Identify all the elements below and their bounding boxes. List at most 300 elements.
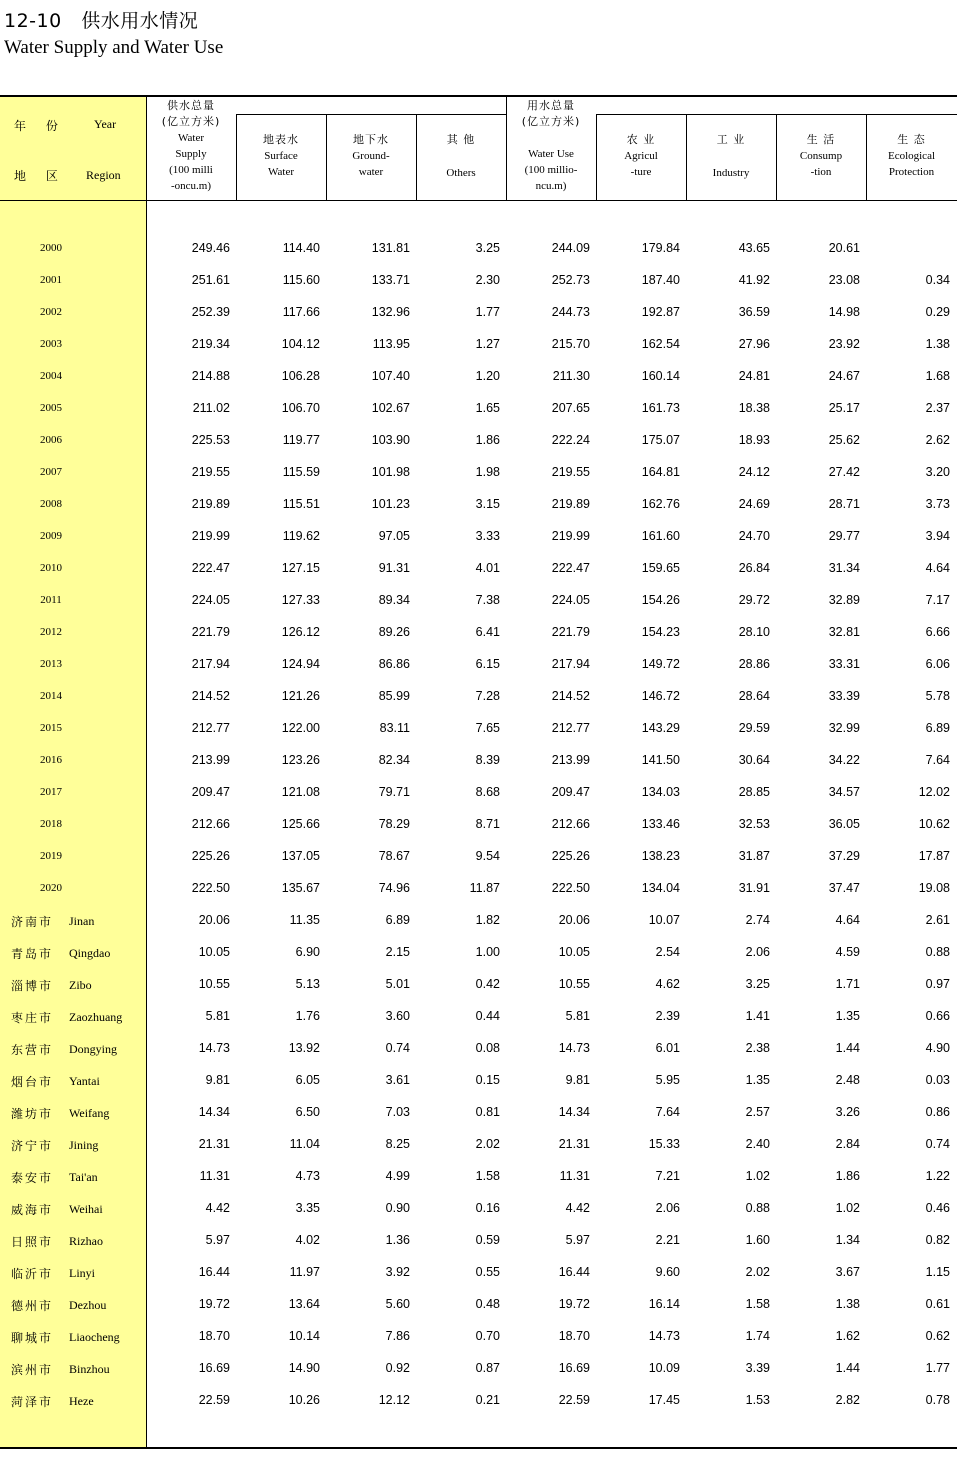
- table-cell: 37.47: [828, 881, 860, 895]
- row-year: 2016: [40, 754, 62, 766]
- region-row: [0, 1129, 957, 1161]
- table-cell: 222.47: [551, 561, 590, 575]
- table-cell: 21.31: [198, 1137, 230, 1151]
- header-consumption: 生 活 Consump -tion: [799, 133, 843, 178]
- row-region-cn: 枣庄市: [11, 1011, 54, 1025]
- table-cell: 28.64: [738, 689, 770, 703]
- row-region-cn: 德州市: [11, 1299, 54, 1313]
- table-cell: 121.08: [281, 785, 320, 799]
- year-row: [0, 425, 957, 457]
- table-cell: 159.65: [641, 561, 680, 575]
- region-row: [0, 905, 957, 937]
- table-cell: 5.97: [205, 1233, 230, 1247]
- table-cell: 83.11: [379, 721, 410, 735]
- table-cell: 1.58: [745, 1297, 770, 1311]
- year-row: [0, 393, 957, 425]
- row-year: 2019: [40, 850, 62, 862]
- header-water-use: 用水总量 (亿立方米) Water Use (100 millio- ncu.m): [521, 99, 581, 192]
- table-cell: 119.62: [282, 529, 320, 543]
- table-cell: 15.33: [648, 1137, 680, 1151]
- table-cell: 1.38: [925, 337, 950, 351]
- row-region-cn: 泰安市: [11, 1171, 54, 1185]
- table-cell: 131.81: [371, 241, 410, 255]
- row-region-en: Heze: [69, 1394, 94, 1408]
- table-cell: 1.71: [835, 977, 860, 991]
- table-cell: 6.66: [925, 625, 950, 639]
- row-region-cn: 聊城市: [11, 1331, 54, 1345]
- table-cell: 11.04: [289, 1137, 320, 1151]
- table-cell: 43.65: [738, 241, 770, 255]
- year-row: [0, 521, 957, 553]
- table-cell: 4.42: [565, 1201, 590, 1215]
- table-cell: 17.45: [648, 1393, 680, 1407]
- table-cell: 252.39: [191, 305, 230, 319]
- table-cell: 0.70: [475, 1329, 500, 1343]
- table-cell: 86.86: [378, 657, 410, 671]
- table-cell: 5.60: [385, 1297, 410, 1311]
- table-cell: 10.14: [288, 1329, 320, 1343]
- table-cell: 1.36: [385, 1233, 410, 1247]
- region-row: [0, 1033, 957, 1065]
- row-region-cn: 淄博市: [11, 979, 54, 993]
- table-cell: 18.38: [738, 401, 770, 415]
- table-cell: 3.39: [745, 1361, 770, 1375]
- table-cell: 119.77: [282, 433, 320, 447]
- table-cell: 28.10: [738, 625, 770, 639]
- table-cell: 209.47: [551, 785, 590, 799]
- table-cell: 1.41: [745, 1009, 770, 1023]
- table-cell: 3.25: [745, 977, 770, 991]
- row-region-cn: 菏泽市: [11, 1395, 54, 1409]
- region-row: [0, 1065, 957, 1097]
- table-cell: 11.31: [199, 1169, 230, 1183]
- table-cell: 0.88: [745, 1201, 770, 1215]
- table-cell: 0.74: [925, 1137, 950, 1151]
- table-cell: 22.59: [558, 1393, 590, 1407]
- table-cell: 124.94: [281, 657, 320, 671]
- row-year: 2010: [40, 562, 62, 574]
- table-title-cn: 12-10 供水用水情况: [4, 10, 199, 32]
- table-cell: 31.34: [828, 561, 860, 575]
- table-cell: 106.28: [281, 369, 320, 383]
- header-water-supply: 供水总量 (亿立方米) Water Supply (100 milli -oncu.m): [161, 99, 221, 192]
- table-cell: 213.99: [191, 753, 230, 767]
- table-cell: 101.98: [371, 465, 410, 479]
- table-cell: 9.54: [475, 849, 500, 863]
- year-row: [0, 265, 957, 297]
- year-row: [0, 649, 957, 681]
- table-cell: 34.22: [828, 753, 860, 767]
- table-cell: 1.27: [475, 337, 500, 351]
- table-cell: 34.57: [828, 785, 860, 799]
- table-cell: 7.03: [385, 1105, 410, 1119]
- table-cell: 0.55: [475, 1265, 500, 1279]
- table-cell: 211.02: [192, 401, 230, 415]
- year-row: [0, 297, 957, 329]
- table-cell: 12.02: [918, 785, 950, 799]
- table-cell: 133.71: [371, 273, 410, 287]
- table-cell: 6.89: [925, 721, 950, 735]
- table-cell: 1.44: [835, 1041, 860, 1055]
- table-cell: 4.42: [205, 1201, 230, 1215]
- table-cell: 2.40: [745, 1137, 770, 1151]
- table-cell: 219.99: [551, 529, 590, 543]
- row-region-cn: 东营市: [11, 1043, 54, 1057]
- table-cell: 29.72: [738, 593, 770, 607]
- table-cell: 1.76: [295, 1009, 320, 1023]
- table-cell: 217.94: [191, 657, 230, 671]
- table-cell: 28.85: [738, 785, 770, 799]
- table-cell: 2.61: [925, 913, 950, 927]
- table-cell: 0.81: [475, 1105, 500, 1119]
- row-region-en: Weifang: [69, 1106, 110, 1120]
- table-cell: 1.22: [925, 1169, 950, 1183]
- table-cell: 1.62: [835, 1329, 860, 1343]
- table-cell: 1.02: [745, 1169, 770, 1183]
- table-cell: 0.15: [475, 1073, 500, 1087]
- table-cell: 85.99: [378, 689, 410, 703]
- year-row: [0, 329, 957, 361]
- table-cell: 91.31: [378, 561, 410, 575]
- header-others: 其 他 Others: [446, 133, 476, 179]
- table-cell: 14.34: [198, 1105, 230, 1119]
- table-cell: 0.34: [925, 273, 950, 287]
- table-cell: 28.86: [738, 657, 770, 671]
- row-region-en: Zaozhuang: [69, 1010, 123, 1024]
- table-cell: 244.73: [551, 305, 590, 319]
- table-cell: 126.12: [281, 625, 320, 639]
- table-cell: 134.04: [641, 881, 680, 895]
- table-cell: 11.35: [289, 913, 320, 927]
- table-cell: 123.26: [281, 753, 320, 767]
- table-cell: 2.37: [925, 401, 950, 415]
- table-cell: 1.82: [475, 913, 500, 927]
- year-row: [0, 745, 957, 777]
- region-row: [0, 1193, 957, 1225]
- bottom-rule: [0, 1447, 957, 1449]
- table-cell: 4.62: [655, 977, 680, 991]
- table-cell: 115.60: [282, 273, 320, 287]
- table-cell: 3.60: [385, 1009, 410, 1023]
- year-row: [0, 873, 957, 905]
- header-bottom-rule: [0, 200, 957, 201]
- table-cell: 113.95: [372, 337, 410, 351]
- table-cell: 32.53: [738, 817, 770, 831]
- table-cell: 214.88: [191, 369, 230, 383]
- table-cell: 2.02: [475, 1137, 500, 1151]
- table-cell: 18.70: [198, 1329, 230, 1343]
- table-cell: 1.20: [475, 369, 500, 383]
- table-cell: 36.05: [828, 817, 860, 831]
- region-row: [0, 1001, 957, 1033]
- row-region-cn: 日照市: [11, 1235, 54, 1249]
- row-region-en: Tai'an: [69, 1170, 98, 1184]
- table-cell: 0.66: [925, 1009, 950, 1023]
- table-cell: 0.29: [925, 305, 950, 319]
- table-cell: 21.31: [558, 1137, 590, 1151]
- header-year-cn: 年 份: [14, 119, 66, 133]
- region-row: [0, 1161, 957, 1193]
- table-title-en: Water Supply and Water Use: [4, 37, 224, 58]
- year-row: [0, 585, 957, 617]
- row-year: 2015: [40, 722, 62, 734]
- table-cell: 11.97: [289, 1265, 320, 1279]
- row-year: 2002: [40, 306, 62, 318]
- table-cell: 154.23: [641, 625, 680, 639]
- table-cell: 143.29: [641, 721, 680, 735]
- table-cell: 7.38: [475, 593, 500, 607]
- row-year: 2012: [40, 626, 62, 638]
- row-region-en: Jinan: [69, 914, 95, 928]
- table-cell: 4.59: [835, 945, 860, 959]
- table-cell: 11.87: [469, 881, 500, 895]
- table-cell: 2.62: [925, 433, 950, 447]
- table-cell: 29.77: [828, 529, 860, 543]
- row-year: 2000: [40, 242, 62, 254]
- table-cell: 162.76: [641, 497, 680, 511]
- table-cell: 18.93: [738, 433, 770, 447]
- row-region-en: Zibo: [69, 978, 92, 992]
- table-cell: 0.92: [385, 1361, 410, 1375]
- table-cell: 12.12: [378, 1393, 410, 1407]
- table-cell: 19.72: [198, 1297, 230, 1311]
- table-cell: 5.81: [205, 1009, 230, 1023]
- table-cell: 6.50: [295, 1105, 320, 1119]
- table-cell: 29.59: [738, 721, 770, 735]
- row-year: 2018: [40, 818, 62, 830]
- table-cell: 16.44: [558, 1265, 590, 1279]
- year-row: [0, 777, 957, 809]
- header-region-en: Region: [86, 168, 121, 182]
- table-cell: 1.53: [745, 1393, 770, 1407]
- table-cell: 0.86: [925, 1105, 950, 1119]
- year-row: [0, 553, 957, 585]
- table-cell: 4.99: [385, 1169, 410, 1183]
- table-cell: 5.01: [385, 977, 410, 991]
- table-cell: 79.71: [378, 785, 410, 799]
- table-cell: 115.51: [282, 497, 320, 511]
- table-cell: 5.13: [295, 977, 320, 991]
- table-cell: 117.66: [282, 305, 320, 319]
- row-year: 2009: [40, 530, 62, 542]
- table-cell: 2.57: [745, 1105, 770, 1119]
- table-cell: 219.34: [191, 337, 230, 351]
- table-cell: 16.69: [198, 1361, 230, 1375]
- table-cell: 6.89: [385, 913, 410, 927]
- header-agriculture: 农 业 Agricul -ture: [624, 133, 658, 178]
- header-industry: 工 业 Industry: [712, 133, 750, 179]
- table-cell: 222.50: [191, 881, 230, 895]
- table-cell: 3.33: [475, 529, 500, 543]
- table-cell: 0.78: [925, 1393, 950, 1407]
- row-region-en: Rizhao: [69, 1234, 103, 1248]
- table-cell: 251.61: [191, 273, 230, 287]
- table-cell: 1.68: [925, 369, 950, 383]
- table-cell: 207.65: [551, 401, 590, 415]
- table-cell: 0.59: [475, 1233, 500, 1247]
- table-cell: 4.73: [295, 1169, 320, 1183]
- table-cell: 3.20: [925, 465, 950, 479]
- table-cell: 224.05: [551, 593, 590, 607]
- table-cell: 78.29: [378, 817, 410, 831]
- table-cell: 20.06: [558, 913, 590, 927]
- table-cell: 2.48: [835, 1073, 860, 1087]
- table-cell: 2.38: [745, 1041, 770, 1055]
- row-region-en: Binzhou: [69, 1362, 110, 1376]
- header-group-line: [596, 114, 957, 115]
- table-cell: 179.84: [641, 241, 680, 255]
- row-region-en: Qingdao: [69, 946, 111, 960]
- row-region-cn: 威海市: [11, 1203, 54, 1217]
- table-cell: 1.65: [475, 401, 500, 415]
- table-cell: 82.34: [378, 753, 410, 767]
- region-row: [0, 937, 957, 969]
- table-cell: 149.72: [641, 657, 680, 671]
- table-cell: 7.64: [655, 1105, 680, 1119]
- table-cell: 33.39: [828, 689, 860, 703]
- table-cell: 138.23: [641, 849, 680, 863]
- table-cell: 0.42: [475, 977, 500, 991]
- table-cell: 164.81: [641, 465, 680, 479]
- table-cell: 161.60: [641, 529, 680, 543]
- table-cell: 37.29: [828, 849, 860, 863]
- table-cell: 14.73: [558, 1041, 590, 1055]
- table-cell: 162.54: [641, 337, 680, 351]
- table-cell: 20.06: [198, 913, 230, 927]
- table-cell: 214.52: [551, 689, 590, 703]
- table-cell: 209.47: [191, 785, 230, 799]
- table-cell: 1.86: [475, 433, 500, 447]
- table-cell: 3.35: [295, 1201, 320, 1215]
- table-cell: 0.97: [925, 977, 950, 991]
- row-year: 2020: [40, 882, 62, 894]
- table-cell: 0.90: [385, 1201, 410, 1215]
- table-cell: 14.73: [198, 1041, 230, 1055]
- row-year: 2001: [40, 274, 62, 286]
- table-cell: 212.77: [191, 721, 230, 735]
- table-cell: 222.47: [191, 561, 230, 575]
- table-cell: 4.64: [925, 561, 950, 575]
- table-cell: 24.70: [738, 529, 770, 543]
- table-cell: 1.35: [835, 1009, 860, 1023]
- row-region-en: Yantai: [69, 1074, 100, 1088]
- table-cell: 3.15: [475, 497, 500, 511]
- table-cell: 8.39: [475, 753, 500, 767]
- table-cell: 1.77: [925, 1361, 950, 1375]
- table-cell: 154.26: [641, 593, 680, 607]
- table-cell: 219.55: [191, 465, 230, 479]
- table-cell: 219.89: [191, 497, 230, 511]
- table-cell: 212.77: [551, 721, 590, 735]
- table-cell: 9.60: [655, 1265, 680, 1279]
- table-cell: 36.59: [738, 305, 770, 319]
- region-row: [0, 1353, 957, 1385]
- table-cell: 14.98: [828, 305, 860, 319]
- table-cell: 33.31: [828, 657, 860, 671]
- row-region-en: Liaocheng: [69, 1330, 120, 1344]
- table-cell: 26.84: [738, 561, 770, 575]
- table-cell: 1.02: [835, 1201, 860, 1215]
- table-cell: 225.26: [191, 849, 230, 863]
- table-cell: 0.82: [925, 1233, 950, 1247]
- table-cell: 225.26: [551, 849, 590, 863]
- table-cell: 1.58: [475, 1169, 500, 1183]
- header-group-line: [236, 114, 506, 115]
- table-cell: 7.65: [475, 721, 500, 735]
- row-region-en: Dezhou: [69, 1298, 107, 1312]
- table-cell: 10.05: [198, 945, 230, 959]
- table-cell: 6.01: [655, 1041, 680, 1055]
- region-row: [0, 1225, 957, 1257]
- table-cell: 4.02: [295, 1233, 320, 1247]
- row-region-en: Linyi: [69, 1266, 95, 1280]
- table-cell: 19.72: [558, 1297, 590, 1311]
- table-cell: 161.73: [641, 401, 680, 415]
- table-cell: 16.69: [558, 1361, 590, 1375]
- row-region-cn: 潍坊市: [11, 1107, 54, 1121]
- table-cell: 7.64: [925, 753, 950, 767]
- table-cell: 41.92: [738, 273, 770, 287]
- table-cell: 13.92: [288, 1041, 320, 1055]
- table-cell: 7.21: [655, 1169, 680, 1183]
- table-cell: 31.91: [738, 881, 770, 895]
- table-cell: 1.60: [745, 1233, 770, 1247]
- table-cell: 8.71: [475, 817, 500, 831]
- table-cell: 2.30: [475, 273, 500, 287]
- table-cell: 249.46: [191, 241, 230, 255]
- table-cell: 8.25: [385, 1137, 410, 1151]
- table-cell: 107.40: [371, 369, 410, 383]
- table-cell: 6.90: [295, 945, 320, 959]
- table-cell: 214.52: [191, 689, 230, 703]
- table-cell: 14.90: [288, 1361, 320, 1375]
- table-cell: 0.87: [475, 1361, 500, 1375]
- row-region-en: Jining: [69, 1138, 99, 1152]
- year-row: [0, 681, 957, 713]
- table-cell: 14.34: [558, 1105, 590, 1119]
- table-cell: 30.64: [738, 753, 770, 767]
- table-cell: 24.12: [738, 465, 770, 479]
- table-cell: 7.86: [385, 1329, 410, 1343]
- year-row: [0, 457, 957, 489]
- table-cell: 3.61: [385, 1073, 410, 1087]
- table-cell: 3.26: [835, 1105, 860, 1119]
- table-cell: 16.44: [198, 1265, 230, 1279]
- table-cell: 217.94: [551, 657, 590, 671]
- table-cell: 221.79: [191, 625, 230, 639]
- region-row: [0, 1321, 957, 1353]
- table-cell: 2.82: [835, 1393, 860, 1407]
- table-cell: 9.81: [565, 1073, 590, 1087]
- table-cell: 31.87: [738, 849, 770, 863]
- table-cell: 101.23: [371, 497, 410, 511]
- table-cell: 141.50: [641, 753, 680, 767]
- table-cell: 3.25: [475, 241, 500, 255]
- table-cell: 2.84: [835, 1137, 860, 1151]
- year-row: [0, 489, 957, 521]
- table-cell: 215.70: [551, 337, 590, 351]
- year-row: [0, 841, 957, 873]
- table-cell: 6.41: [475, 625, 500, 639]
- table-cell: 10.07: [648, 913, 680, 927]
- table-cell: 1.34: [835, 1233, 860, 1247]
- table-cell: 211.30: [552, 369, 590, 383]
- header-ground-water: 地下水 Ground- water: [352, 133, 390, 178]
- table-cell: 14.73: [648, 1329, 680, 1343]
- row-region-en: Dongying: [69, 1042, 117, 1056]
- table-cell: 16.14: [648, 1297, 680, 1311]
- row-region-en: Weihai: [69, 1202, 103, 1216]
